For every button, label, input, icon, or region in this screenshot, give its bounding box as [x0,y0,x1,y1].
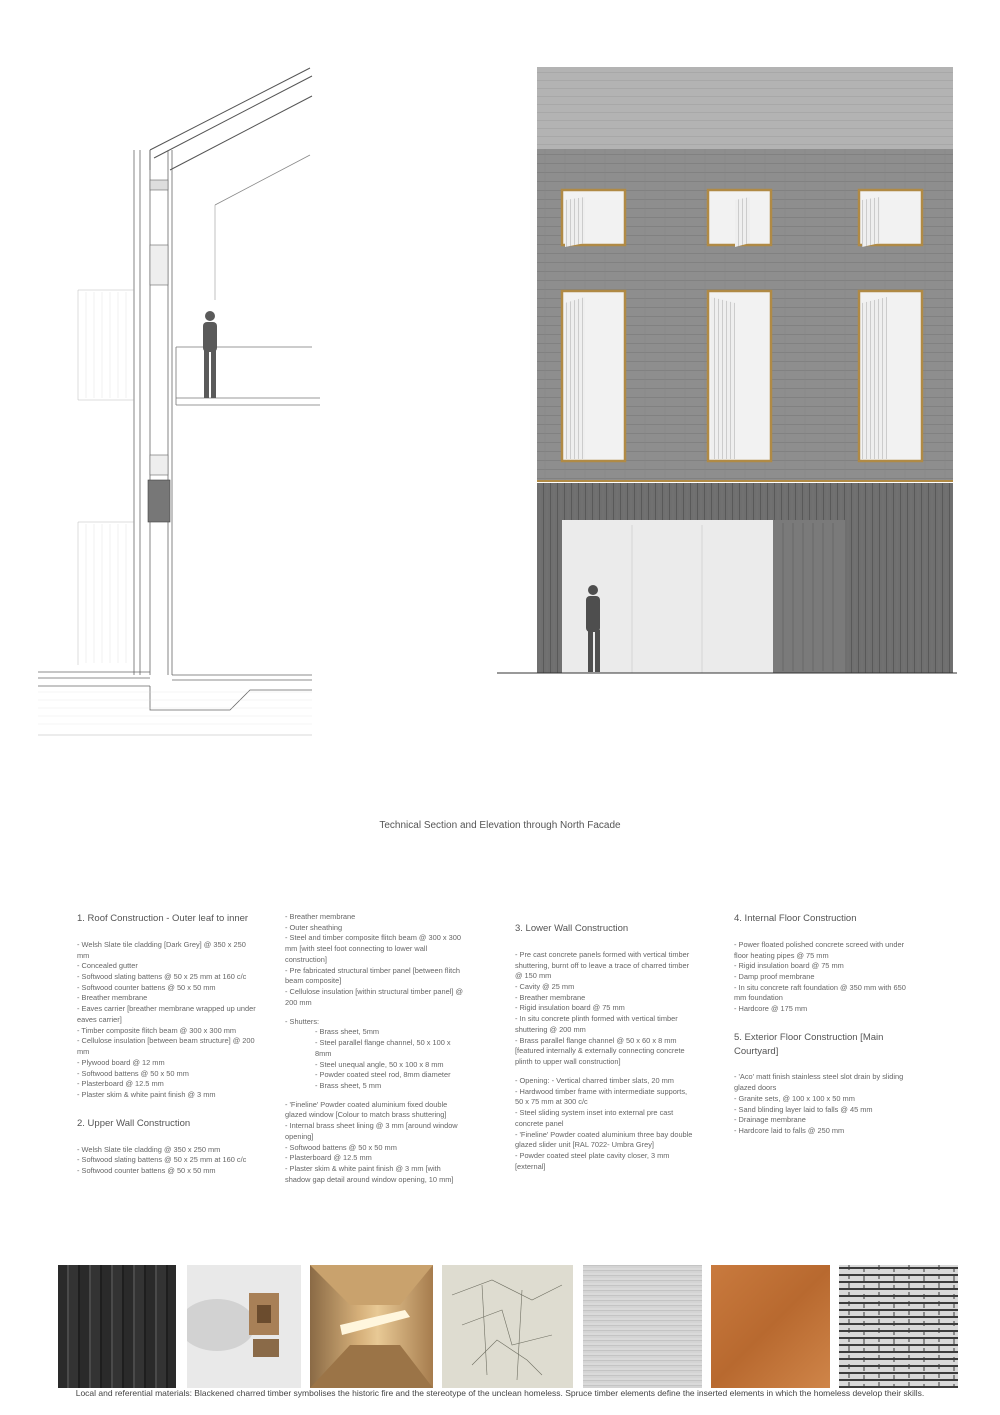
spec-line: - 'Fineline' Powder coated aluminium three bay double glazed slider unit [RAL 7022- Umbra Grey] [515,1129,693,1150]
spec-line: - Hardcore laid to falls @ 250 mm [734,1126,845,1136]
spec-line: - Concealed gutter [77,961,138,971]
spec-line: - Drainage membrane [734,1115,806,1125]
section-roof [150,68,312,170]
spec-line: - Rigid insulation board @ 75 mm [734,961,844,971]
heading-exterior-floor-construction: 5. Exterior Floor Construction [Main Courtyard] [734,1031,884,1057]
swatch-sketch [442,1265,573,1388]
window-lower-2 [708,291,771,461]
spec-line: - Eaves carrier [breather membrane wrapped up under eaves carrier] [77,1004,256,1024]
north-elevation-drawing [495,65,960,680]
heading-upper-wall-construction: 2. Upper Wall Construction [77,1117,191,1129]
spec-line: - Granite sets, @ 100 x 100 x 50 mm [734,1093,855,1103]
spec-line: - Breather membrane [515,992,586,1002]
spec-line: - Breather membrane [77,993,148,1003]
drawing-caption: Technical Section and Elevation through North Facade [379,820,621,831]
window-lower-3 [859,291,922,461]
spec-line: - Outer sheathing [285,922,343,932]
glazed-slider-opening [562,520,845,673]
spec-line: - Brass sheet, 5mm [315,1027,380,1037]
swatch-spruce-interior [310,1265,433,1388]
heading-roof-construction: 1. Roof Construction - Outer leaf to inner [77,913,249,924]
spec-line: - Softwood slating battens @ 50 x 25 mm at 160 c/c [77,971,247,981]
swatch-charred-timber [58,1265,176,1388]
spec-line: - Plaster skim & white paint finish @ 3 mm [with shadow gap detail around window opening, 10 mm] [285,1164,454,1184]
spec-line: - Plasterboard @ 12.5 mm [285,1153,372,1163]
spec-line: - Steel sliding system inset into external pre cast concrete panel [515,1108,674,1128]
swatch-hand-model [187,1265,301,1388]
heading-internal-floor-construction: 4. Internal Floor Construction [734,913,857,924]
section-wall [134,150,172,675]
spec-line: - Steel and timber composite flitch beam @ 300 x 300 mm [with steel foot connecting to lower wall construction] [285,933,461,964]
person-silhouette-icon [586,585,600,672]
spec-line: - Breather membrane [285,912,356,921]
window-upper-2 [708,190,771,247]
spec-line: - Pre fabricated structural timber panel [between flitch beam composite] [285,965,460,986]
spec-line: - Cellulose insulation [between beam structure] @ 200 mm [77,1036,255,1057]
swatch-spruce-timber [711,1265,830,1388]
person-silhouette-icon [203,311,217,398]
spec-line: - Welsh Slate tile cladding @ 350 x 250 mm [77,1144,221,1154]
spec-line: - Plaster skim & white paint finish @ 3 mm [77,1090,216,1100]
window-upper-3 [859,190,922,247]
spec-line: - Sand blinding layer laid to falls @ 45 mm [734,1104,873,1114]
shutters-label: - Shutters: [285,1016,320,1026]
spec-line: - Steel unequal angle, 50 x 100 x 8 mm [315,1059,444,1069]
roof-slate-cladding [537,67,953,149]
spec-line: - 'Aco' matt finish stainless steel slot drain by sliding glazed doors [734,1072,904,1093]
spec-line: - Softwood battens @ 50 x 50 mm [285,1142,397,1152]
spec-line: - Powder coated steel plate cavity closer, 3 mm [external] [515,1150,670,1171]
spec-line: - Timber composite flitch beam @ 300 x 300 mm [77,1025,237,1035]
spec-line: - Softwood battens @ 50 x 50 mm [77,1068,189,1078]
spec-column-roof-upper-wall [77,912,257,1177]
spec-column-lower-wall [515,922,695,1172]
technical-section-drawing [30,60,320,750]
spec-line: - Plasterboard @ 12.5 mm [77,1079,164,1089]
heading-lower-wall-construction: 3. Lower Wall Construction [515,923,629,934]
swatch-welsh-slate [839,1265,958,1388]
section-ground [38,672,312,735]
spec-line: - Rigid insulation board @ 75 mm [515,1003,625,1013]
spec-line: - Hardcore @ 175 mm [734,1004,808,1014]
spec-column-floors [734,912,914,1137]
materials-caption: Local and referential materials: Blackened charred timber symbolises the historic fire and the stereotype of the unclean homeless. Spruce timber elements define the inserted elements in which the homeless develop their skills. [75,1388,925,1398]
spec-line: - Internal brass sheet lining @ 3 mm [around window opening] [285,1121,458,1141]
spec-line: - Pre cast concrete panels formed with vertical timber shuttering, burnt off to leave a trace of charred timber @ 150 mm [515,949,690,981]
spec-line: - Welsh Slate tile cladding [Dark Grey] @ 350 x 250 mm [77,939,246,960]
spec-line: - Brass sheet, 5 mm [315,1081,382,1091]
spec-line: - Steel parallel flange channel, 50 x 100 x 8mm [315,1038,451,1058]
spec-line: - Powder coated steel rod, 8mm diameter [315,1070,451,1080]
spec-line: - Softwood slating battens @ 50 x 25 mm at 160 c/c [77,1155,247,1165]
brass-channel-detail [148,480,170,522]
spec-line: - Hardwood timber frame with intermediate supports, 50 x 75 mm at 300 c/c [515,1086,688,1107]
swatch-concrete [583,1265,702,1388]
spec-line: - In situ concrete raft foundation @ 350 mm with 650 mm foundation [734,982,906,1003]
spec-line: - Softwood counter battens @ 50 x 50 mm [77,982,216,992]
window-upper-1 [562,190,625,247]
spec-line: - Softwood counter battens @ 50 x 50 mm [77,1166,216,1176]
spec-line: - Power floated polished concrete screed with under floor heating pipes @ 75 mm [734,939,905,960]
spec-line: - Plywood board @ 12 mm [77,1057,165,1067]
spec-line: - Brass parallel flange channel @ 50 x 60 x 8 mm [featured internally & externally connecting concrete plinth to upper wall construction] [515,1035,685,1067]
section-mezzanine [176,347,320,405]
spec-line: - Opening: - Vertical charred timber slats, 20 mm [515,1075,674,1085]
window-lower-1 [562,291,625,461]
spec-line: - 'Fineline' Powder coated aluminium fixed double glazed window [Colour to match brass shuttering] [285,1099,448,1120]
spec-line: - Cavity @ 25 mm [515,981,575,991]
spec-column-upper-wall-cont [285,912,465,1186]
spec-line: - Damp proof membrane [734,971,815,981]
spec-line: - In situ concrete plinth formed with vertical timber shuttering @ 200 mm [515,1014,678,1034]
spec-line: - Cellulose insulation [within structural timber panel] @ 200 mm [285,987,463,1007]
